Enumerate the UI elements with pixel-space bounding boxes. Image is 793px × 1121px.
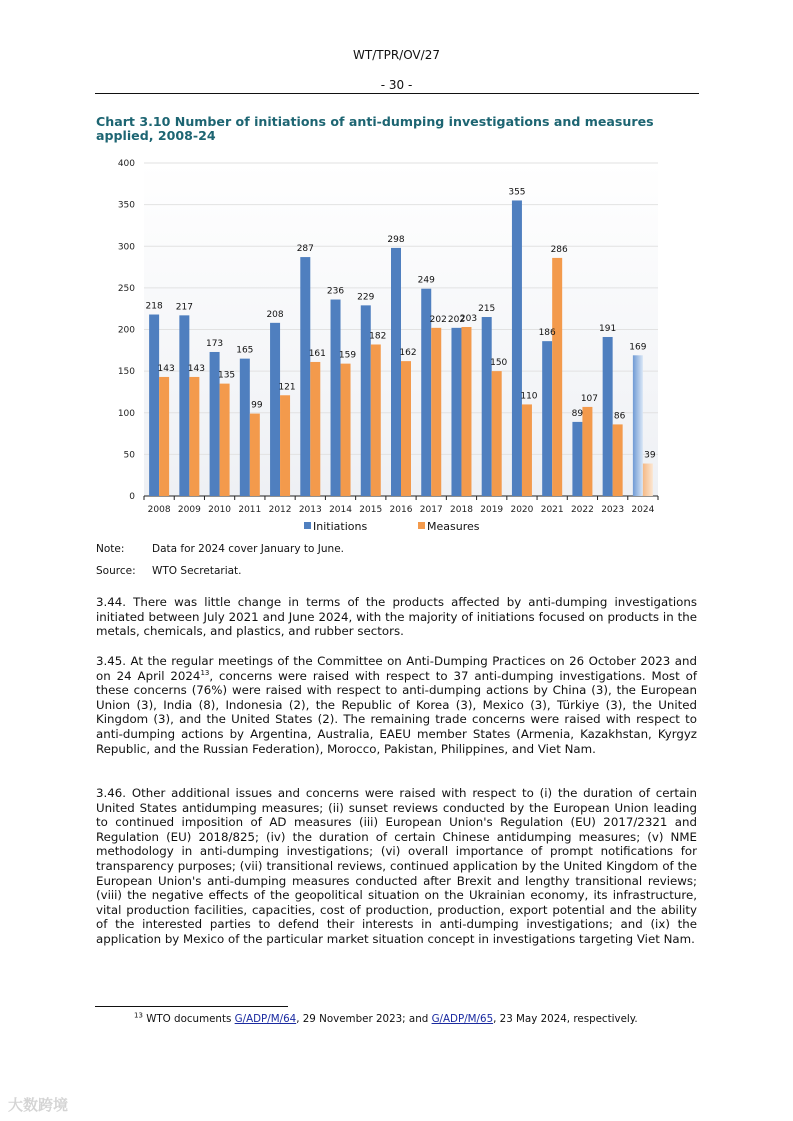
y-tick-label: 300	[117, 242, 135, 253]
x-tick-label: 2008	[147, 505, 171, 515]
data-label-measures: 107	[580, 393, 599, 404]
x-tick-label: 2018	[450, 505, 473, 515]
chart-title: Chart 3.10 Number of initiations of anti-dumping investigations and measures applied, 2008-24	[96, 114, 654, 143]
y-tick-label: 100	[117, 408, 135, 419]
data-label-measures: 203	[459, 314, 478, 325]
data-label-initiations: 186	[538, 328, 556, 339]
x-tick-label: 2013	[298, 505, 322, 515]
bar-measures	[552, 258, 562, 496]
data-label-initiations: 355	[508, 187, 526, 198]
paragraph-3-45-text-b: , concerns were raised with respect to 37 anti-dumping investigations. Most of these concerns (76%) were raised with respect to anti-dumping actions by China (3), the European Union (3), India (8), Indonesia (2), the Republic of Korea (3), Mexico (3), Türkiye (3), the United Kingdom (3), and the United States (2). The remaining trade concerns were raised with respect to anti-dumping actions by Argentina, Australia, EAEU member States (Armenia, Kazakhstan, Kyrgyz Republic, and the Russian Federation), Morocco, Pakistan, Philippines, and Viet Nam.	[96, 668, 697, 756]
x-tick-label: 2024	[631, 505, 655, 515]
source-label: Source:	[96, 565, 136, 577]
data-label-initiations: 89	[571, 408, 584, 419]
y-tick-label: 50	[123, 450, 135, 461]
footnote-text: , 23 May 2024, respectively.	[493, 1013, 638, 1025]
bar-initiations	[603, 337, 613, 496]
legend-label-initiations: Initiations	[313, 520, 368, 533]
bar-measures	[401, 361, 411, 496]
data-label-measures: 286	[550, 244, 568, 255]
legend-swatch-measures	[418, 522, 425, 529]
data-label-measures: 182	[369, 331, 387, 342]
bar-initiations	[149, 315, 159, 496]
bar-initiations	[542, 341, 552, 496]
legend-swatch-initiations	[304, 522, 311, 529]
bar-chart-canvas	[105, 150, 675, 540]
y-tick-label: 200	[117, 325, 135, 336]
x-tick-label: 2023	[601, 505, 625, 515]
bar-initiations	[572, 422, 582, 496]
bar-measures	[280, 395, 290, 496]
bar-measures	[431, 328, 441, 496]
data-label-measures: 159	[338, 350, 357, 361]
x-tick-label: 2022	[570, 505, 594, 515]
data-label-initiations: 218	[145, 301, 163, 312]
bar-measures	[250, 414, 260, 496]
data-label-measures: 135	[217, 370, 236, 381]
bar-initiations	[512, 200, 522, 496]
data-label-initiations: 208	[266, 309, 284, 320]
bar-initiations	[633, 355, 643, 496]
document-symbol: WT/TPR/OV/27	[353, 48, 440, 62]
data-label-initiations: 165	[236, 345, 254, 356]
data-label-measures: 86	[613, 411, 626, 422]
paragraph-3-45	[96, 654, 697, 756]
x-tick-label: 2015	[359, 505, 383, 515]
data-label-measures: 110	[520, 391, 538, 402]
link-g-adp-m-65[interactable]: G/ADP/M/65	[431, 1013, 494, 1025]
paragraph-3-45-text-a: 3.45. At the regular meetings of the Committee on Anti-Dumping Practices on 26 October 2023 and on 24 April 2024	[96, 654, 697, 683]
footnote-13	[134, 1013, 638, 1025]
bar-measures	[220, 384, 230, 496]
data-label-initiations: 169	[629, 342, 647, 353]
data-label-measures: 39	[644, 450, 656, 461]
link-g-adp-m-64[interactable]: G/ADP/M/64	[234, 1013, 297, 1025]
x-tick-label: 2017	[419, 505, 443, 515]
data-label-initiations: 287	[296, 244, 314, 255]
bar-measures	[189, 377, 199, 496]
bar-measures	[492, 371, 502, 496]
bar-initiations	[391, 248, 401, 496]
paragraph-3-44: 3.44. There was little change in terms of the products affected by anti-dumping investigations initiated between July 2021 and June 2024, with the majority of initiations focused on products in the metals, chemicals, and plastics, and rubber sectors.	[96, 595, 697, 639]
y-tick-label: 400	[117, 159, 135, 169]
footnote-divider	[95, 1006, 288, 1007]
x-tick-label: 2014	[329, 505, 352, 515]
paragraph-3-46: 3.46. Other additional issues and concerns were raised with respect to (i) the duration of certain United States antidumping measures; (ii) sunset reviews conducted by the European Union leading to continued imposition of AD measures (iii) European Union's Regulation (EU) 2017/2321 and Regulation (EU) 2018/825; (iv) the duration of certain Chinese antidumping measures; (v) NME methodology in anti-dumping investigations; (vi) overall importance of prompt notifications for transparency purposes; (vii) transitional reviews, continued application by the United Kingdom of the European Union's anti-dumping measures conducted after Brexit and lengthy transitional reviews; (viii) the negative effects of the geopolitical situation on the Ukrainian economy, its infrastructure, vital production facilities, capacities, cost of production, production, export potential and the ability of the interested parties to defend their interests in anti-dumping investigations; and (ix) the application by Mexico of the particular market situation concept in investigations targeting Viet Nam.	[96, 786, 697, 946]
data-label-initiations: 202	[447, 314, 466, 325]
note-label: Note:	[96, 543, 125, 555]
header-divider	[95, 93, 699, 94]
data-label-measures: 150	[490, 358, 508, 369]
data-label-initiations: 249	[417, 275, 435, 286]
x-tick-label: 2020	[510, 505, 534, 515]
bar-measures	[643, 464, 653, 496]
y-tick-label: 250	[117, 283, 135, 294]
data-label-initiations: 236	[326, 286, 345, 297]
y-tick-label: 350	[117, 200, 135, 211]
x-tick-label: 2019	[480, 505, 504, 515]
data-label-initiations: 215	[478, 304, 496, 315]
data-label-initiations: 173	[205, 338, 224, 349]
x-tick-label: 2012	[268, 505, 292, 515]
watermark-logo: 大数跨境	[8, 1096, 69, 1114]
bar-measures	[582, 407, 592, 496]
data-label-initiations: 298	[387, 234, 405, 245]
x-tick-label: 2016	[389, 505, 413, 515]
bar-initiations	[331, 300, 341, 496]
data-label-measures: 143	[187, 363, 205, 374]
bar-initiations	[300, 257, 310, 496]
y-tick-label: 0	[129, 492, 135, 502]
footnote-text: WTO documents	[142, 1013, 235, 1025]
bar-initiations	[179, 315, 189, 496]
x-tick-label: 2021	[540, 505, 564, 515]
bar-measures	[341, 364, 351, 496]
bar-initiations	[451, 328, 461, 496]
chart-note	[96, 543, 344, 555]
chart-source	[96, 565, 242, 577]
page-number: - 30 -	[380, 78, 413, 92]
bar-measures	[461, 327, 471, 496]
note-text: Data for 2024 cover January to June.	[152, 543, 344, 555]
footnote-ref-13[interactable]: 13	[200, 668, 210, 677]
data-label-initiations: 217	[175, 302, 193, 313]
data-label-measures: 161	[308, 348, 326, 359]
footnote-text: , 29 November 2023; and	[296, 1013, 432, 1025]
bar-measures	[159, 377, 169, 496]
bar-chart	[105, 150, 675, 540]
bar-initiations	[270, 323, 280, 496]
x-tick-label: 2010	[208, 505, 232, 515]
data-label-measures: 162	[399, 348, 417, 359]
y-tick-label: 150	[117, 367, 135, 378]
data-label-measures: 121	[278, 382, 296, 393]
data-label-initiations: 229	[357, 292, 375, 303]
bar-initiations	[240, 359, 250, 496]
x-tick-label: 2011	[238, 505, 262, 515]
x-tick-label: 2009	[177, 505, 201, 515]
bar-measures	[522, 404, 532, 496]
data-label-measures: 99	[251, 400, 263, 411]
legend-label-measures: Measures	[427, 520, 480, 533]
source-text: WTO Secretariat.	[152, 565, 242, 577]
bar-initiations	[482, 317, 492, 496]
bar-measures	[310, 362, 320, 496]
data-label-measures: 202	[429, 314, 447, 325]
footnote-number: 13	[134, 1011, 143, 1020]
bar-measures	[371, 344, 381, 496]
bar-measures	[613, 424, 623, 496]
data-label-measures: 143	[157, 363, 175, 374]
data-label-initiations: 191	[599, 323, 617, 334]
